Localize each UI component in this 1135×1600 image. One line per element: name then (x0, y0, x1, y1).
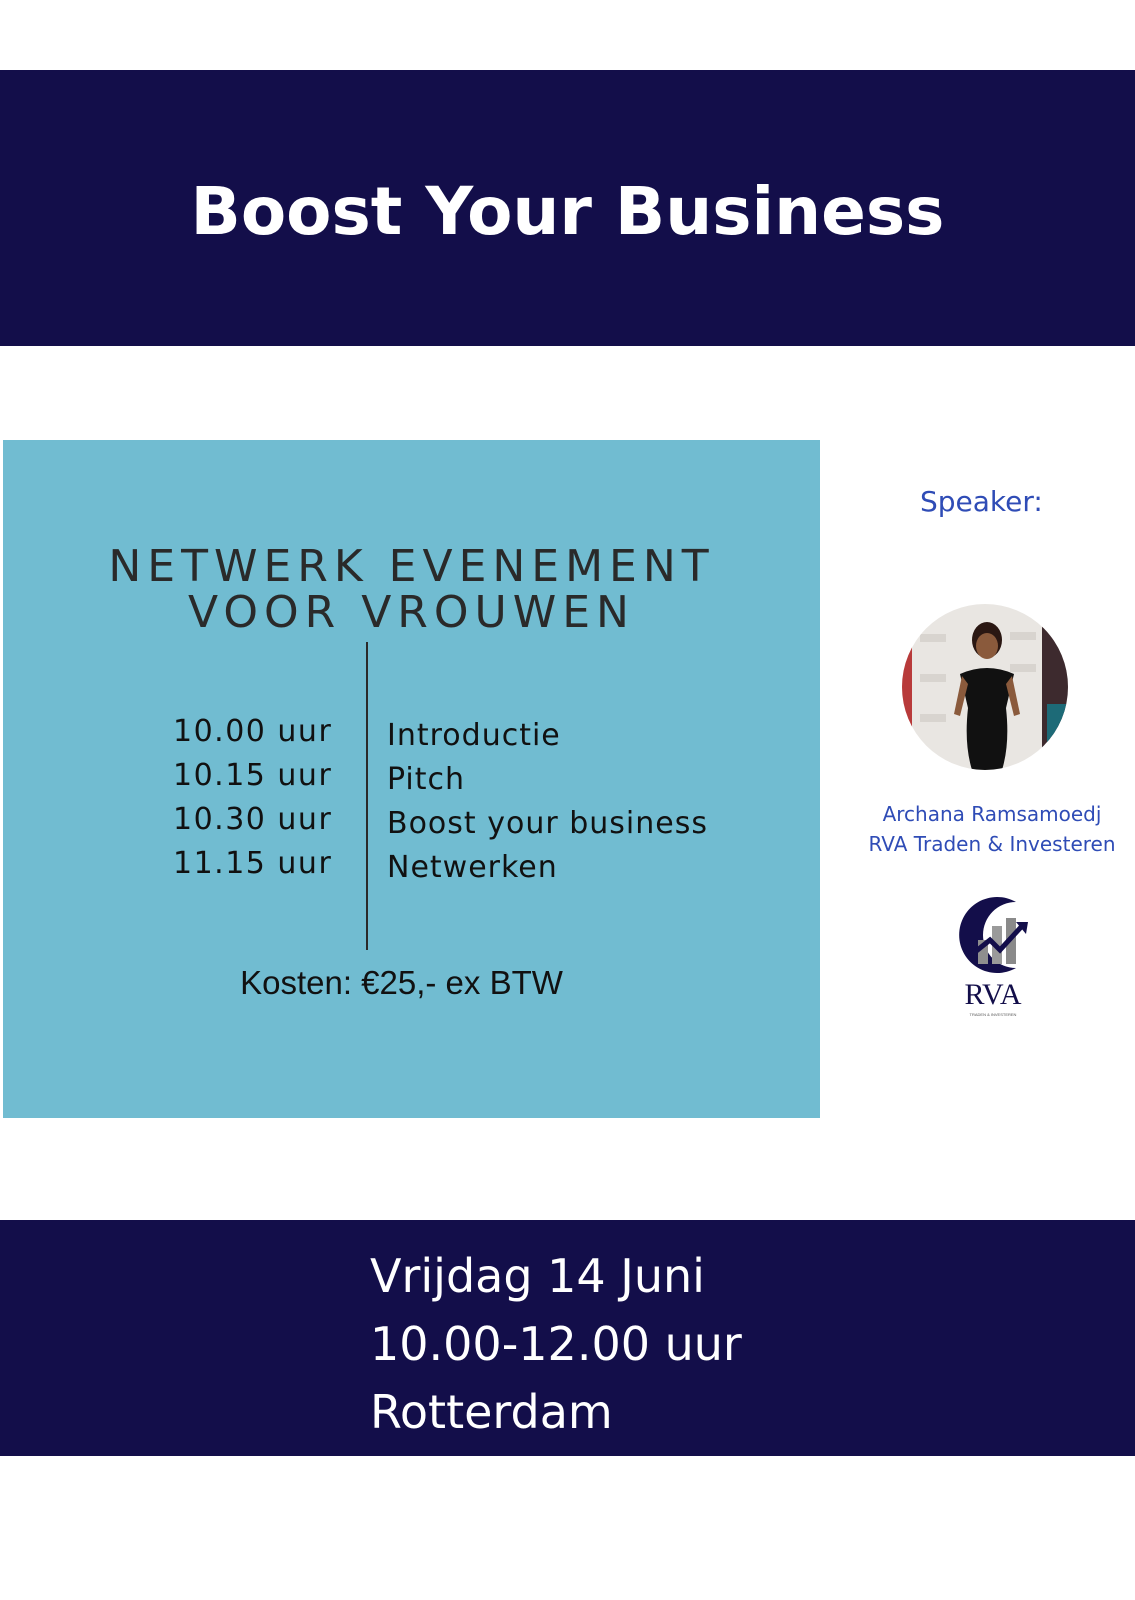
rva-logo-subtext: TRADEN & INVESTEREN (969, 1012, 1017, 1017)
schedule-time: 10.00 uur (173, 714, 333, 749)
event-date: Vrijdag 14 Juni (370, 1249, 705, 1303)
speaker-name: Archana Ramsamoedj (882, 802, 1102, 826)
schedule-item: Introductie (387, 718, 561, 753)
event-info-panel (3, 440, 820, 1118)
schedule-time: 10.15 uur (173, 758, 333, 793)
speaker-avatar (902, 604, 1068, 770)
cost-text: Kosten: €25,- ex BTW (240, 964, 563, 1001)
page-title: Boost Your Business (190, 172, 945, 250)
event-heading-line2: VOOR VROUWEN (188, 587, 635, 638)
schedule-times (173, 710, 332, 886)
schedule-time: 10.30 uur (173, 802, 333, 837)
cost-line (3, 964, 820, 1002)
event-time: 10.00-12.00 uur (370, 1317, 742, 1371)
speaker-label: Speaker: (920, 485, 1043, 518)
schedule-item: Boost your business (387, 806, 708, 841)
speaker-photo-icon (902, 604, 1068, 770)
rva-logo-text: RVA (964, 978, 1022, 1011)
event-heading (3, 541, 820, 638)
event-details (370, 1242, 742, 1446)
schedule-item: Netwerken (387, 850, 558, 885)
speaker-company: RVA Traden & Investeren (868, 832, 1116, 856)
schedule-items (387, 714, 708, 890)
schedule-divider (366, 642, 368, 950)
rva-logo (948, 896, 1038, 1028)
schedule-time: 11.15 uur (173, 846, 333, 881)
event-location: Rotterdam (370, 1385, 613, 1439)
header-banner (0, 70, 1135, 346)
schedule-item: Pitch (387, 762, 466, 797)
footer-banner (0, 1220, 1135, 1456)
rva-logo-icon (948, 896, 1038, 1028)
event-heading-line1: NETWERK EVENEMENT (108, 541, 715, 592)
